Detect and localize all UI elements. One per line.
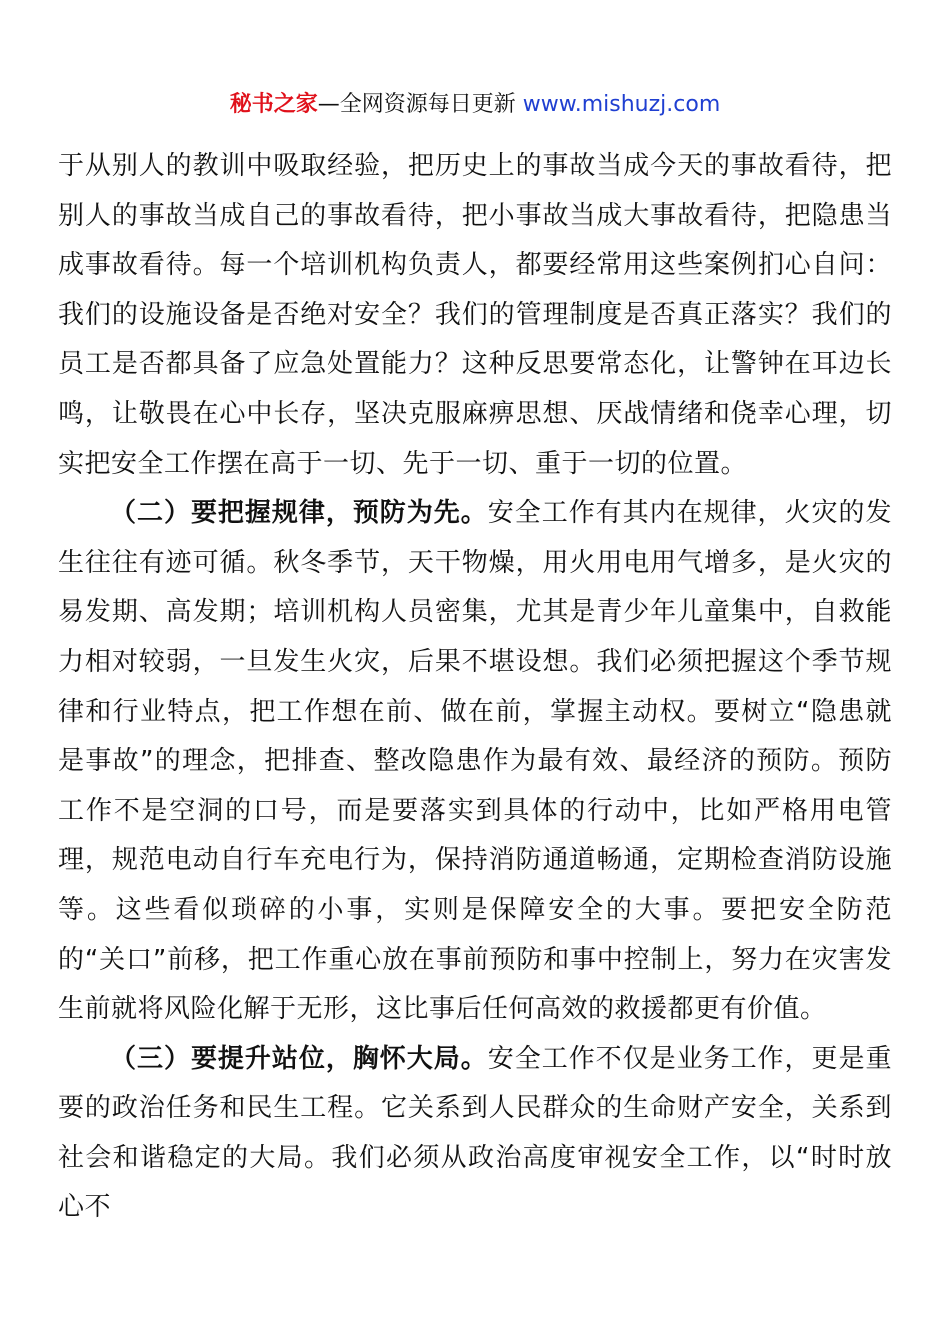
document-body (58, 142, 892, 1233)
paragraph-text: 安全工作不仅是业务工作，更是重要的政治任务和民生工程。它关系到人民群众的生命财产安全，关系到社会和谐稳定的大局。我们必须从政治高度审视安全工作，以“时时放心不 (58, 1043, 892, 1223)
paragraph-continued (58, 142, 892, 489)
section-heading: （三）要提升站位，胸怀大局。 (110, 1043, 488, 1074)
paragraph-text: 于从别人的教训中吸取经验，把历史上的事故当成今天的事故看待，把别人的事故当成自己的事故看待，把小事故当成大事故看待，把隐患当成事故看待。每一个培训机构负责人，都要经常用这些案例扪心自问：我们的设施设备是否绝对安全？我们的管理制度是否真正落实？我们的员工是否都具备了应急处置能力？这种反思要常态化，让警钟在耳边长鸣，让敬畏在心中长存，坚决克服麻痹思想、厌战情绪和侥幸心理，切实把安全工作摆在高于一切、先于一切、重于一切的位置。 (58, 151, 892, 479)
section-heading: （二）要把握规律，预防为先。 (110, 498, 488, 529)
paragraph-section-3 (58, 1035, 892, 1233)
paragraph-text: 安全工作有其内在规律，火灾的发生往往有迹可循。秋冬季节，天干物燥，用火用电用气增多，是火灾的易发期、高发期；培训机构人员密集，尤其是青少年儿童集中，自救能力相对较弱，一旦发生火灾，后果不堪设想。我们必须把握这个季节规律和行业特点，把工作想在前、做在前，掌握主动权。要树立“隐患就是事故”的理念，把排查、整改隐患作为最有效、最经济的预防。预防工作不是空洞的口号，而是要落实到具体的行动中，比如严格用电管理，规范电动自行车充电行为，保持消防通道畅通，定期检查消防设施等。这些看似琐碎的小事，实则是保障安全的大事。要把安全防范的“关口”前移，把工作重心放在事前预防和事中控制上，努力在灾害发生前就将风险化解于无形，这比事后任何高效的救援都更有价值。 (58, 498, 892, 1025)
header-brand: 秘书之家 (229, 92, 318, 117)
page-header (0, 88, 950, 122)
header-tagline: —全网资源每日更新 (317, 92, 516, 117)
paragraph-section-2 (58, 489, 892, 1035)
header-url-link[interactable]: www.mishuzj.com (522, 92, 721, 117)
